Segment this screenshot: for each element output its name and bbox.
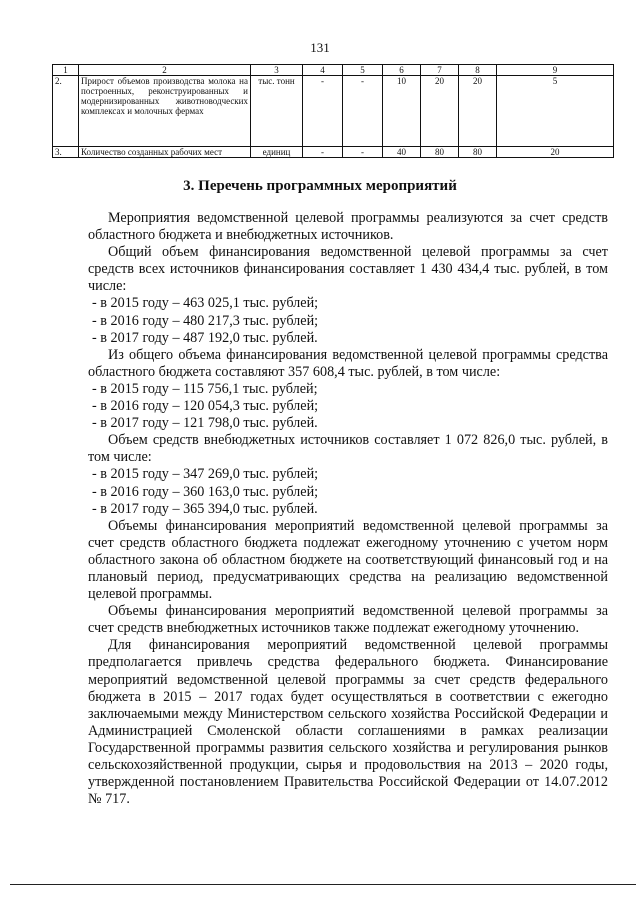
table-header-cell: 6 [383,65,421,76]
paragraph: Из общего объема финансирования ведомственной целевой программы средства областного бюджета составляют 357 608,4 тыс. рублей, в том числе: [88,346,608,380]
list-item: - в 2016 году – 360 163,0 тыс. рублей; [92,483,319,500]
table-header-cell: 8 [459,65,497,76]
table-row [53,76,614,147]
indicator-value: 20 [421,76,459,147]
indicator-unit: единиц [251,147,303,158]
indicator-value: 80 [459,147,497,158]
indicator-value: - [343,76,383,147]
table-header-row [53,65,614,76]
table-header-cell: 5 [343,65,383,76]
bottom-rule [10,884,636,885]
indicator-value: - [303,147,343,158]
indicator-unit: тыс. тонн [251,76,303,147]
paragraph: Объемы финансирования мероприятий ведомственной целевой программы за счет средств областного бюджета подлежат ежегодному уточнению с учетом норм областного закона об областном бюджете на соответствующий финансовый год и на плановый период, предусматривающих средства на реализацию ведомственной целевой программы. [88,517,608,603]
paragraph: Объемы финансирования мероприятий ведомственной целевой программы за счет средств внебюджетных источников также подлежат ежегодному уточнению. [88,603,608,637]
section-title: 3. Перечень программных мероприятий [183,178,457,194]
paragraph: Мероприятия ведомственной целевой программы реализуются за счет средств областного бюджета и внебюджетных источников. [88,210,608,244]
table-header-cell: 3 [251,65,303,76]
indicator-value: 5 [497,76,614,147]
paragraph: Для финансирования мероприятий ведомственной целевой программы предполагается привлечь средства федерального бюджета. Финансирование мероприятий ведомственной целевой программы за счет средств федерального бюджета в 2015 – 2017 годах будет осуществляться в соответствии с ежегодно заключаемыми между Министерством сельского хозяйства Российской Федерации и Администрацией Смоленской области соглашениями в рамках реализации Государственной программы развития сельского хозяйства и регулирования рынков сельскохозяйственной продукции, сырья и продовольствия на 2013 – 2020 годы, утвержденной постановлением Правительства Российской Федерации от 14.07.2012 № 717. [88,637,608,808]
indicator-value: 20 [459,76,497,147]
table-header-cell: 2 [79,65,251,76]
list-item: - в 2015 году – 463 025,1 тыс. рублей; [92,295,319,312]
list-item: - в 2016 году – 480 217,3 тыс. рублей; [92,312,319,329]
list-item: - в 2017 году – 365 394,0 тыс. рублей. [92,500,318,517]
indicator-name: Количество созданных рабочих мест [79,147,251,158]
row-number: 2. [53,76,79,147]
body-text [88,210,608,808]
list-item: - в 2015 году – 347 269,0 тыс. рублей; [92,466,319,483]
table-row [53,147,614,158]
table-header-cell: 7 [421,65,459,76]
indicator-value: 40 [383,147,421,158]
row-number: 3. [53,147,79,158]
indicator-value: - [303,76,343,147]
indicators-table [52,64,614,158]
table-header-cell: 4 [303,65,343,76]
indicator-value: 80 [421,147,459,158]
page-number: 131 [310,40,330,55]
indicator-name: Прирост объемов производства молока на построенных, реконструированных и модернизированных животноводческих комплексах и молочных фермах [79,76,251,147]
list-item: - в 2016 году – 120 054,3 тыс. рублей; [92,398,319,415]
list-item: - в 2017 году – 121 798,0 тыс. рублей. [92,415,318,432]
list-item: - в 2015 году – 115 756,1 тыс. рублей; [92,380,318,397]
table-header-cell: 1 [53,65,79,76]
table-header-cell: 9 [497,65,614,76]
paragraph: Объем средств внебюджетных источников составляет 1 072 826,0 тыс. рублей, в том числе: [88,432,608,466]
indicator-value: - [343,147,383,158]
list-item: - в 2017 году – 487 192,0 тыс. рублей. [92,329,318,346]
paragraph: Общий объем финансирования ведомственной целевой программы за счет средств всех источников финансирования составляет 1 430 434,4 тыс. рублей, в том числе: [88,244,608,295]
indicator-value: 20 [497,147,614,158]
indicator-value: 10 [383,76,421,147]
